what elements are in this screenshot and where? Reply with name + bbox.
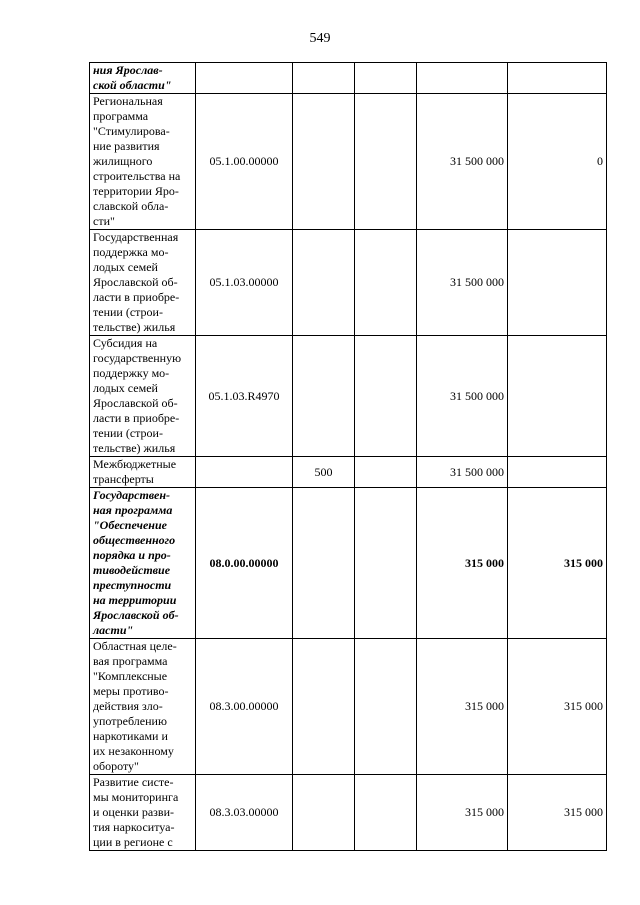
table-row [90, 457, 607, 488]
row-amount-cell [355, 457, 417, 488]
row-amount-cell: 315 000 [508, 639, 607, 775]
row-amount-cell: 315 000 [508, 488, 607, 639]
table-row [90, 94, 607, 230]
row-type-cell [293, 63, 355, 94]
table-row [90, 336, 607, 457]
row-amount-cell: 31 500 000 [417, 336, 508, 457]
row-amount-cell [508, 230, 607, 336]
row-name-cell: Государствен- ная программа "Обеспечение общественного порядка и про- тиводействие преступности на территории Ярославской об- ласти" [90, 488, 196, 639]
row-code-cell: 08.3.00.00000 [196, 639, 293, 775]
row-amount-cell: 31 500 000 [417, 230, 508, 336]
row-type-cell [293, 639, 355, 775]
row-name-cell: Развитие систе- мы мониторинга и оценки разви- тия наркоситуа- ции в регионе с [90, 775, 196, 851]
budget-table [89, 62, 607, 851]
row-code-cell: 05.1.03.R4970 [196, 336, 293, 457]
row-code-cell [196, 63, 293, 94]
row-code-cell: 05.1.03.00000 [196, 230, 293, 336]
row-amount-cell [508, 63, 607, 94]
row-amount-cell [355, 94, 417, 230]
row-name-cell: ния Ярослав- ской области" [90, 63, 196, 94]
row-name-cell: Государственная поддержка мо- лодых семей Ярославской об- ласти в приобре- тении (строи- тельстве) жилья [90, 230, 196, 336]
row-type-cell [293, 94, 355, 230]
page-number: 549 [309, 31, 331, 46]
row-type-cell [293, 775, 355, 851]
row-code-cell [196, 457, 293, 488]
table-row [90, 230, 607, 336]
row-amount-cell [355, 336, 417, 457]
row-code-cell: 05.1.00.00000 [196, 94, 293, 230]
row-type-cell [293, 336, 355, 457]
row-amount-cell: 315 000 [417, 639, 508, 775]
row-amount-cell: 31 500 000 [417, 457, 508, 488]
row-amount-cell [355, 775, 417, 851]
row-name-cell: Областная целе- вая программа "Комплексные меры противо- действия зло- употреблению наркотиками и их незаконному обороту" [90, 639, 196, 775]
row-amount-cell [355, 639, 417, 775]
row-amount-cell: 315 000 [417, 488, 508, 639]
row-type-cell: 500 [293, 457, 355, 488]
table-row [90, 63, 607, 94]
row-name-cell: Региональная программа "Стимулирова- ние развития жилищного строительства на территории Яро- славской обла- сти" [90, 94, 196, 230]
row-amount-cell [508, 336, 607, 457]
table-row [90, 488, 607, 639]
row-amount-cell: 0 [508, 94, 607, 230]
row-code-cell: 08.0.00.00000 [196, 488, 293, 639]
row-name-cell: Межбюджетные трансферты [90, 457, 196, 488]
row-amount-cell [508, 457, 607, 488]
row-amount-cell [355, 63, 417, 94]
row-amount-cell [355, 230, 417, 336]
row-amount-cell: 31 500 000 [417, 94, 508, 230]
row-name-cell: Субсидия на государственную поддержку мо- лодых семей Ярославской об- ласти в приобре- тении (строи- тельстве) жилья [90, 336, 196, 457]
table-row [90, 775, 607, 851]
row-amount-cell: 315 000 [417, 775, 508, 851]
row-type-cell [293, 230, 355, 336]
row-code-cell: 08.3.03.00000 [196, 775, 293, 851]
row-amount-cell: 315 000 [508, 775, 607, 851]
row-amount-cell [417, 63, 508, 94]
row-amount-cell [355, 488, 417, 639]
table-row [90, 639, 607, 775]
row-type-cell [293, 488, 355, 639]
